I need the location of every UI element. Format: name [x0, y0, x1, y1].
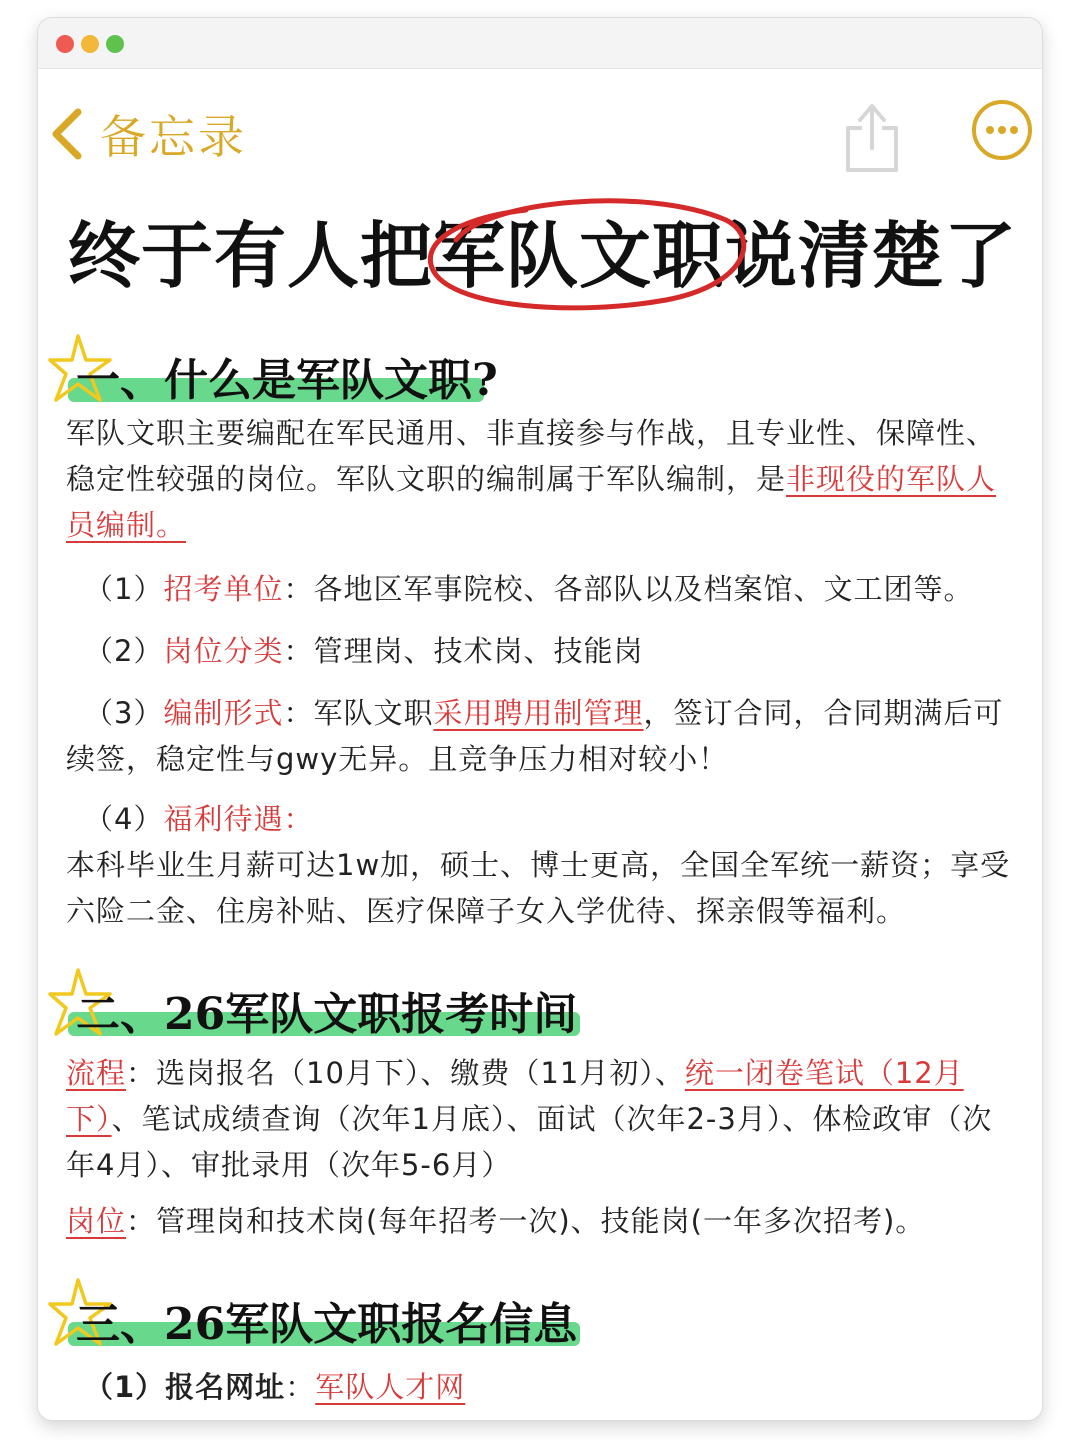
item-text: 军队文职 — [313, 696, 434, 730]
post-text: ：管理岗和技术岗(每年招考一次)、技能岗(一年多次招考)。 — [126, 1204, 926, 1238]
item-text: 管理岗、技术岗、技能岗 — [313, 634, 644, 668]
item-number: （3） — [84, 696, 164, 730]
list-item-heading — [84, 796, 1014, 842]
item-label: 招考单位 — [163, 572, 284, 606]
section-1-heading — [52, 344, 498, 408]
list-item — [84, 566, 1014, 612]
post-paragraph — [66, 1198, 1016, 1244]
item-separator: ： — [283, 696, 314, 730]
item-separator: ： — [285, 1370, 316, 1404]
item-label: 编制形式 — [163, 696, 284, 730]
intro-paragraph — [66, 410, 1016, 548]
item-separator: ： — [283, 802, 314, 836]
notes-window — [38, 18, 1042, 1420]
section-title: 二、26军队文职报考时间 — [76, 989, 578, 1040]
flow-text: 、笔试成绩查询（次年1月底）、面试（次年2-3月）、体检政审（次年4月）、审批录用（次年5-6月） — [66, 1102, 993, 1182]
post-label: 岗位 — [66, 1204, 127, 1238]
back-label: 备忘录 — [100, 110, 247, 164]
note-headline: 终于有人把军队文职说清楚了 — [68, 214, 1018, 298]
item-number: （2） — [84, 634, 164, 668]
item-emphasis: 采用聘用制管理 — [433, 696, 644, 730]
flow-text: ：选岗报名（10月下）、缴费（11月初）、 — [126, 1056, 685, 1090]
list-item — [66, 690, 1016, 782]
registration-link[interactable]: 军队人才网 — [315, 1370, 466, 1404]
intro-emphasis: 非现役的军队人员编制。 — [66, 462, 997, 542]
item-number: （4） — [84, 802, 164, 836]
item-separator: ： — [283, 634, 314, 668]
welfare-paragraph: 本科毕业生月薪可达1w加，硕士、博士更高，全国全军统一薪资；享受六险二金、住房补贴、医疗保障子女入学优待、探亲假等福利。 — [66, 848, 1011, 928]
section-2-heading — [52, 978, 592, 1042]
list-item — [84, 1364, 1014, 1410]
note-body[interactable] — [38, 18, 1042, 1420]
item-text: 各地区军事院校、各部队以及档案馆、文工团等。 — [313, 572, 974, 606]
item-label: （1）报名网址 — [84, 1370, 286, 1404]
item-separator: ： — [283, 572, 314, 606]
flow-emphasis: 统一闭卷笔试（12月下） — [66, 1056, 964, 1136]
section-3-heading — [52, 1288, 592, 1352]
red-circle-annotation — [416, 190, 756, 320]
item-label: 福利待遇 — [163, 802, 284, 836]
item-number: （1） — [84, 572, 164, 606]
section-title: 三、26军队文职报名信息 — [76, 1299, 578, 1350]
list-item — [84, 628, 1014, 674]
item-label: 岗位分类 — [163, 634, 284, 668]
flow-paragraph — [66, 1050, 1016, 1188]
intro-text: 军队文职主要编配在军民通用、非直接参与作战，且专业性、保障性、稳定性较强的岗位。军队文职的编制属于军队编制，是 — [66, 416, 997, 496]
section-title: 一、什么是军队文职? — [76, 355, 498, 406]
item-text: ，签订合同，合同期满后可续签，稳定性与gwy无异。且竞争压力相对较小！ — [66, 696, 1004, 776]
flow-label: 流程 — [66, 1056, 127, 1090]
